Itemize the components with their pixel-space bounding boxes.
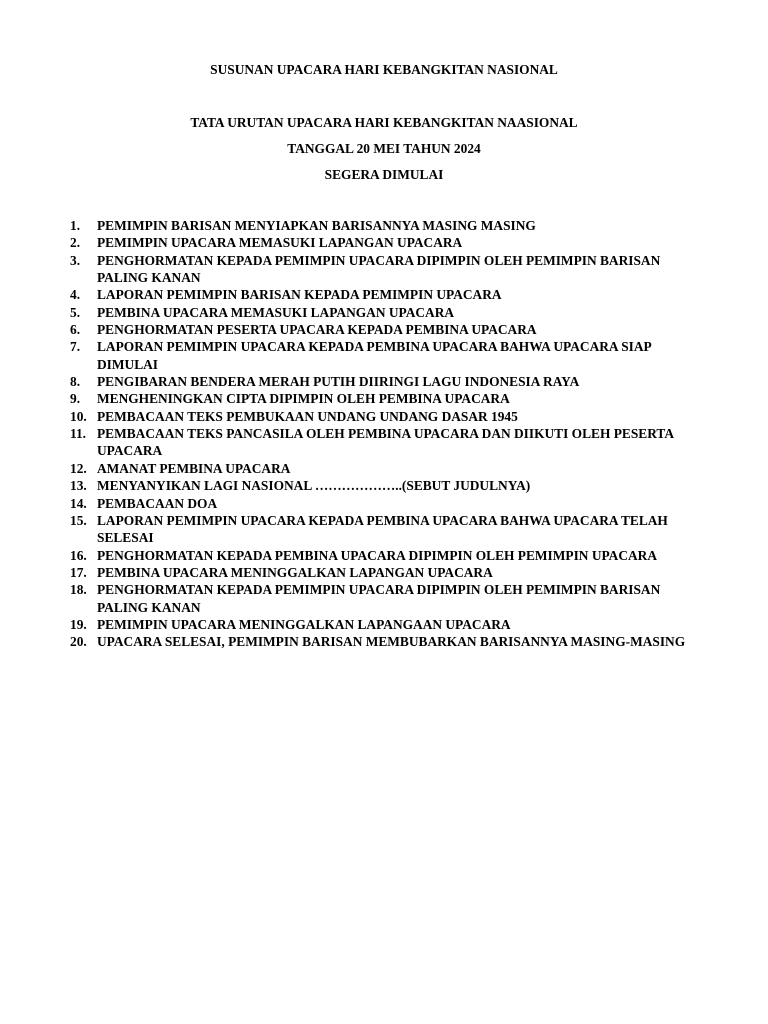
item-number: 20. [70,634,87,650]
list-item [0,217,768,234]
document-date: TANGGAL 20 MEI TAHUN 2024 [287,141,481,156]
item-text: PEMBINA UPACARA MEMASUKI LAPANGAN UPACARA [97,304,455,320]
list-item [0,564,768,581]
item-number: 1. [70,218,81,233]
item-text: MENYANYIKAN LAGI NASIONAL ………………..(SEBUT JUDULNYA) [97,478,531,494]
item-number: 2. [70,235,81,251]
item-number: 4. [70,287,81,303]
list-item [0,390,768,407]
item-text: LAPORAN PEMIMPIN BARISAN KEPADA PEMIMPIN UPACARA [97,287,502,303]
ceremony-order-list [0,217,768,651]
item-text: PEMBACAAN TEKS PANCASILA OLEH PEMBINA UPACARA DAN DIIKUTI OLEH PESERTA UPACARA [97,426,674,459]
item-number: 18. [70,582,87,598]
item-number: 16. [70,547,87,563]
item-number: 5. [70,304,81,320]
list-item [0,425,768,460]
item-number: 15. [70,512,87,528]
list-item [0,373,768,390]
item-number: 12. [70,460,87,476]
list-item [0,581,768,616]
item-text: LAPORAN PEMIMPIN UPACARA KEPADA PEMBINA UPACARA BAHWA UPACARA TELAH SELESAI [97,512,668,546]
item-number: 6. [70,322,81,338]
item-number: 3. [70,252,81,268]
item-number: 14. [70,495,87,511]
item-number: 11. [70,426,86,442]
item-text: PEMBACAAN TEKS PEMBUKAAN UNDANG UNDANG DASAR 1945 [97,408,518,424]
list-item [0,408,768,425]
list-item [0,477,768,494]
item-text: UPACARA SELESAI, PEMIMPIN BARISAN MEMBUBARKAN BARISANNYA MASING-MASING [97,634,686,650]
item-text: PEMIMPIN UPACARA MENINGGALKAN LAPANGAAN UPACARA [97,616,511,632]
list-item [0,234,768,251]
list-item [0,616,768,633]
item-text: LAPORAN PEMIMPIN UPACARA KEPADA PEMBINA UPACARA BAHWA UPACARA SIAP DIMULAI [97,339,651,372]
list-item [0,252,768,287]
item-text: AMANAT PEMBINA UPACARA [97,460,291,476]
item-number: 8. [70,374,81,390]
item-text: PEMBINA UPACARA MENINGGALKAN LAPANGAN UPACARA [97,564,493,580]
list-item [0,304,768,321]
item-text: PEMBACAAN DOA [97,495,218,511]
item-text: PENGIBARAN BENDERA MERAH PUTIH DIIRINGI LAGU INDONESIA RAYA [97,374,580,390]
item-number: 10. [70,408,87,424]
item-text: PENGHORMATAN KEPADA PEMBINA UPACARA DIPIMPIN OLEH PEMIMPIN UPACARA [97,547,658,563]
list-item [0,460,768,477]
item-number: 13. [70,478,87,494]
item-text: PENGHORMATAN PESERTA UPACARA KEPADA PEMBINA UPACARA [97,322,537,338]
item-text: PENGHORMATAN KEPADA PEMIMPIN UPACARA DIPIMPIN OLEH PEMIMPIN BARISAN PALING KANAN [97,252,661,286]
item-number: 7. [70,339,81,355]
item-text: PEMIMPIN BARISAN MENYIAPKAN BARISANNYA MASING MASING [97,218,536,233]
item-number: 17. [70,564,87,580]
item-text: PENGHORMATAN KEPADA PEMIMPIN UPACARA DIPIMPIN OLEH PEMIMPIN BARISAN PALING KANAN [97,582,661,615]
document-status: SEGERA DIMULAI [324,167,444,182]
list-item [0,495,768,512]
document-title: SUSUNAN UPACARA HARI KEBANGKITAN NASIONAL [210,62,558,77]
list-item [0,338,768,373]
item-text: MENGHENINGKAN CIPTA DIPIMPIN OLEH PEMBINA UPACARA [97,391,510,407]
list-item [0,286,768,303]
item-number: 19. [70,616,87,632]
item-text: PEMIMPIN UPACARA MEMASUKI LAPANGAN UPACARA [97,235,463,251]
document-subtitle: TATA URUTAN UPACARA HARI KEBANGKITAN NAASIONAL [190,115,578,130]
item-number: 9. [70,391,81,407]
list-item [0,547,768,564]
list-item [0,512,768,547]
list-item [0,633,768,650]
list-item [0,321,768,338]
